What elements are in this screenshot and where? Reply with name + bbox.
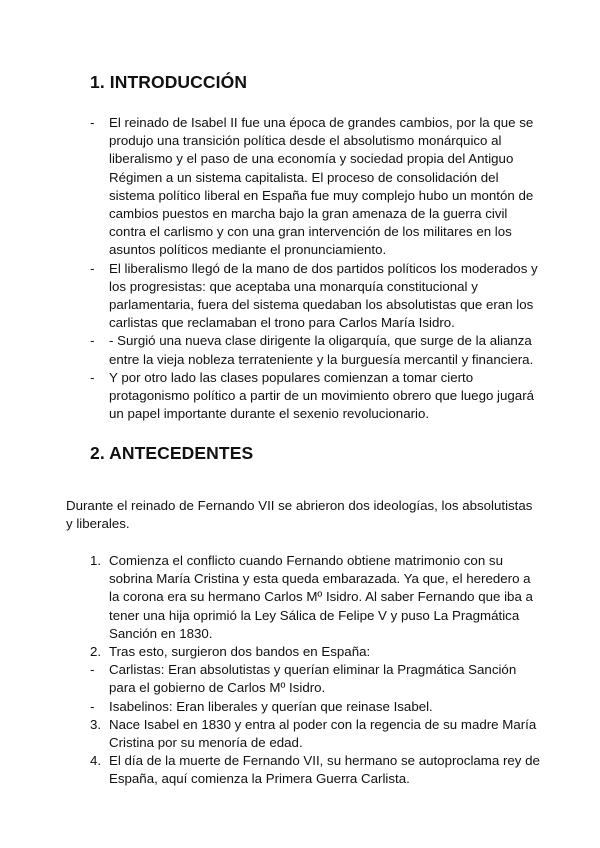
introduction-list bbox=[90, 114, 540, 423]
number-marker: 4. bbox=[90, 753, 102, 769]
number-marker: 2. bbox=[90, 644, 102, 660]
number-marker: 1. bbox=[90, 553, 102, 568]
list-item-text: Comienza el conflicto cuando Fernando obtiene matrimonio con su sobrina María Cristina y esta queda embarazada. Ya que, el heredero a la corona era su hermano Carlos Mº Isidro. Al saber Fernando que iba a tener una hija oprimió la Ley Sálica de Felipe V y puso La Pragmática Sanción en 1830. bbox=[109, 553, 533, 641]
bullet-marker: - bbox=[90, 333, 95, 349]
list-item-text: Carlistas: Eran absolutistas y querían eliminar la Pragmática Sanción para el gobierno de Carlos Mº Isidro. bbox=[109, 662, 517, 696]
list-item bbox=[90, 716, 540, 752]
list-item bbox=[90, 260, 540, 333]
bullet-marker: - bbox=[90, 662, 95, 678]
list-item bbox=[90, 661, 540, 697]
section-heading-introduccion: 1. INTRODUCCIÓN bbox=[90, 72, 248, 92]
list-item bbox=[90, 114, 540, 260]
bullet-marker: - bbox=[90, 698, 95, 714]
list-item-text: Y por otro lado las clases populares comienzan a tomar cierto protagonismo político a partir de un movimiento obrero que luego jugará un papel importante durante el sexenio revolucionario. bbox=[109, 369, 535, 422]
list-item-text: Isabelinos: Eran liberales y querían que reinase Isabel. bbox=[109, 698, 433, 714]
list-item bbox=[90, 698, 540, 716]
list-item-text: El reinado de Isabel II fue una época de grandes cambios, por la que se produjo una transición política desde el absolutismo monárquico al liberalismo y el paso de una economía y sociedad propia del Antiguo Régimen a un sistema capitalista. El proceso de consolidación del sistema político liberal en España fue muy complejo hubo un montón de cambios puestos en marcha bajo la gran amenaza de la guerra civil contra el carlismo y con una gran intervención de los militares en los asuntos políticos mediante el pronunciamiento. bbox=[109, 115, 534, 258]
list-item-text: Tras esto, surgieron dos bandos en España: bbox=[109, 644, 371, 660]
list-item bbox=[90, 643, 540, 661]
list-item-text: El liberalismo llegó de la mano de dos partidos políticos los moderados y los progresistas: que aceptaba una monarquía constitucional y parlamentaria, fuera del sistema quedaban los absolutistas que eran los carlistas que reclamaban el trono para Carlos María Isidro. bbox=[109, 260, 538, 331]
list-item bbox=[90, 369, 540, 424]
list-item-text: El día de la muerte de Fernando VII, su hermano se autoproclama rey de España, aquí comienza la Primera Guerra Carlista. bbox=[109, 753, 540, 787]
bullet-marker: - bbox=[90, 260, 95, 276]
number-marker: 3. bbox=[90, 716, 102, 732]
bullet-marker: - bbox=[90, 115, 95, 130]
list-item-text: - Surgió una nueva clase dirigente la oligarquía, que surge de la alianza entre la vieja nobleza terrateniente y la burguesía mercantil y financiera. bbox=[109, 333, 534, 367]
list-item bbox=[90, 752, 540, 788]
list-item-text: Nace Isabel en 1830 y entra al poder con la regencia de su madre María Cristina por su menoría de edad. bbox=[109, 716, 537, 751]
list-item bbox=[90, 552, 540, 643]
section-heading-antecedentes: 2. ANTECEDENTES bbox=[90, 443, 254, 463]
antecedentes-intro-paragraph: Durante el reinado de Fernando VII se abrieron dos ideologías, los absolutistas y liberales. bbox=[66, 498, 533, 532]
bullet-marker: - bbox=[90, 369, 95, 385]
list-item bbox=[90, 332, 540, 368]
antecedentes-list bbox=[90, 552, 540, 789]
